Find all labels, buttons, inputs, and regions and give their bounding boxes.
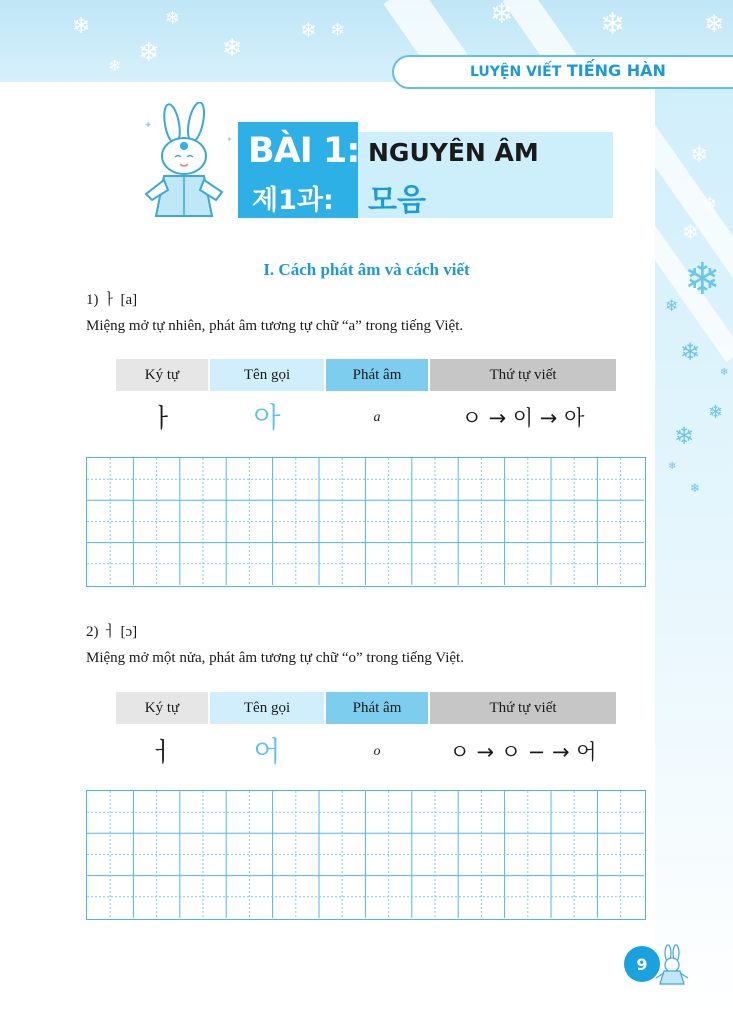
book-title-main: TIẾNG HÀN <box>566 61 666 80</box>
snowflake-icon: ❄ <box>702 194 718 215</box>
snowflake-icon: ❄ <box>108 56 122 75</box>
writing-practice-grid[interactable] <box>86 457 646 587</box>
snowflake-icon: ❄ <box>222 34 243 62</box>
snowflake-icon: ❄ <box>138 38 160 68</box>
svg-text:✦: ✦ <box>144 120 153 131</box>
snowflake-icon: ❄ <box>690 481 701 495</box>
stroke-order: ㅇ → ㅇ − → 어 <box>449 740 597 764</box>
snowflake-icon: ❄ <box>684 254 721 305</box>
snowflake-icon: ❄ <box>680 338 701 366</box>
svg-text:✦: ✦ <box>226 135 233 144</box>
snowflake-icon: ❄ <box>300 18 317 42</box>
snowflake-icon: ❄ <box>165 8 181 29</box>
writing-practice-grid[interactable] <box>86 790 646 920</box>
snowflake-icon: ❄ <box>668 461 677 472</box>
vowel-pronunciation: a <box>373 410 381 425</box>
book-title-prefix: LUYỆN VIẾT <box>470 64 562 80</box>
column-header-name: Tên gọi <box>210 692 324 724</box>
vowel-name: 어 <box>253 735 281 768</box>
vowel-character: ㅓ <box>149 738 175 768</box>
snowflake-icon: ❄ <box>72 14 91 39</box>
snowflake-icon: ❄ <box>708 402 724 423</box>
snowflake-icon: ❄ <box>600 7 626 42</box>
section-title: I. Cách phát âm và cách viết <box>263 260 470 279</box>
lesson-number-korean: 제1과: <box>252 185 334 216</box>
snowflake-icon: ❄ <box>674 422 695 450</box>
column-header-name: Tên gọi <box>210 359 324 391</box>
vowel-description: Miệng mở một nửa, phát âm tương tự chữ “o” trong tiếng Việt. <box>86 650 464 666</box>
snowflake-icon: ❄ <box>704 10 725 38</box>
bunny-mascot-illustration <box>142 102 240 222</box>
snowflake-icon: ❄ <box>665 296 679 315</box>
page-number: 9 <box>624 946 660 982</box>
vowel-pronunciation: o <box>373 744 381 759</box>
book-title <box>470 61 666 80</box>
vowel-label: 1) ㅏ [a] <box>86 292 138 308</box>
snowflake-icon: ❄ <box>682 220 699 244</box>
vowel-description: Miệng mở tự nhiên, phát âm tương tự chữ “a” trong tiếng Việt. <box>86 318 464 334</box>
column-header-pronunciation: Phát âm <box>326 359 428 391</box>
column-header-stroke-order: Thứ tự viết <box>430 359 616 391</box>
snowflake-icon: ❄ <box>490 0 514 30</box>
vowel-character: ㅏ <box>149 404 175 434</box>
lesson-number: BÀI 1: <box>248 131 360 171</box>
stroke-order: ㅇ → 이 → 아 <box>461 406 585 430</box>
column-header-pronunciation: Phát âm <box>326 692 428 724</box>
column-header-character: Ký tự <box>116 359 208 391</box>
lesson-title-vietnamese: NGUYÊN ÂM <box>368 138 539 167</box>
lesson-title-korean: 모음 <box>368 183 426 218</box>
bunny-mascot-small-illustration <box>652 944 692 986</box>
column-header-stroke-order: Thứ tự viết <box>430 692 616 724</box>
snowflake-icon: ❄ <box>720 367 729 378</box>
vowel-name: 아 <box>253 401 281 434</box>
snowflake-icon: ❄ <box>690 143 709 168</box>
vowel-label: 2) ㅓ [ɔ] <box>86 624 138 640</box>
snowflake-icon: ❄ <box>330 20 346 41</box>
column-header-character: Ký tự <box>116 692 208 724</box>
